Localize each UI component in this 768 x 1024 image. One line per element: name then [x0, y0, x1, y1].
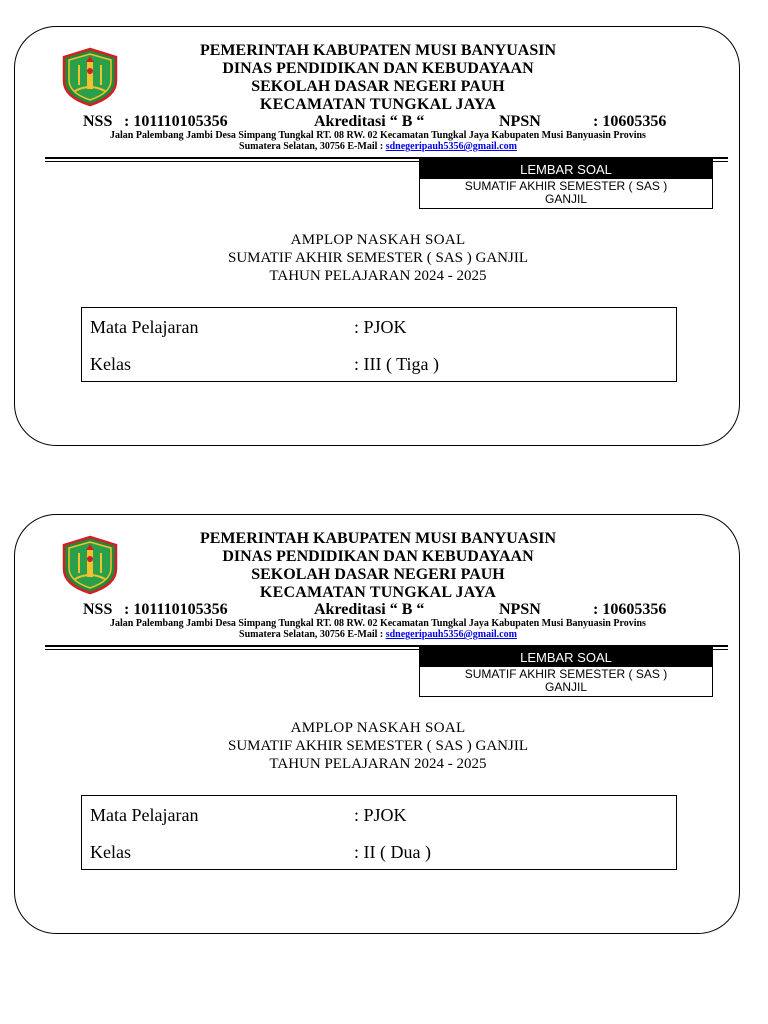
lembar-soal-box: [419, 159, 713, 209]
school-address-line2: [15, 629, 741, 641]
header-department: DINAS PENDIDIKAN DAN KEBUDAYAAN: [222, 548, 534, 565]
subject-label: Mata Pelajaran: [90, 805, 199, 825]
subject-value: : PJOK: [354, 805, 407, 825]
lembar-soal-title: LEMBAR SOAL: [420, 648, 712, 667]
header-school: SEKOLAH DASAR NEGERI PAUH: [251, 566, 505, 583]
envelope-title: AMPLOP NASKAH SOAL: [290, 720, 466, 736]
lembar-soal-box: [419, 647, 713, 697]
address-prefix: Sumatera Selatan, 30756 E-Mail :: [239, 141, 386, 152]
class-value: : II ( Dua ): [354, 842, 431, 862]
lembar-soal-line2: GANJIL: [544, 680, 587, 694]
envelope-card-1: [14, 26, 740, 446]
envelope-card-2: [14, 514, 740, 934]
subject-label: Mata Pelajaran: [90, 317, 199, 337]
lembar-soal-desc: [420, 667, 712, 694]
npsn-label: NPSN: [499, 113, 541, 130]
class-label: Kelas: [90, 354, 131, 374]
nss-value: : 101110105356: [124, 601, 228, 618]
npsn-label: NPSN: [499, 601, 541, 618]
header-district: KECAMATAN TUNGKAL JAYA: [259, 96, 497, 113]
header-government: PEMERINTAH KABUPATEN MUSI BANYUASIN: [199, 530, 557, 547]
header-department: DINAS PENDIDIKAN DAN KEBUDAYAAN: [222, 60, 534, 77]
envelope-subtitle: SUMATIF AKHIR SEMESTER ( SAS ) GANJIL: [227, 250, 529, 266]
nss-label: NSS: [83, 113, 113, 130]
address-prefix: Sumatera Selatan, 30756 E-Mail :: [239, 629, 386, 640]
subject-value: : PJOK: [354, 317, 407, 337]
lembar-soal-line1: SUMATIF AKHIR SEMESTER ( SAS ): [464, 179, 668, 193]
nss-label: NSS: [83, 601, 113, 618]
school-address-line2: [15, 141, 741, 153]
lembar-soal-title: LEMBAR SOAL: [420, 160, 712, 179]
accreditation: Akreditasi “ B “: [314, 601, 425, 618]
school-address: Jalan Palembang Jambi Desa Simpang Tungkal RT. 08 RW. 02 Kecamatan Tungkal Jaya Kabupaten Musi Banyuasin Provins: [110, 618, 646, 629]
class-value: : III ( Tiga ): [354, 354, 439, 374]
npsn-value: : 10605356: [593, 113, 667, 130]
email-link[interactable]: sdnegeripauh5356@gmail.com: [385, 141, 517, 152]
lembar-soal-line1: SUMATIF AKHIR SEMESTER ( SAS ): [464, 667, 668, 681]
email-link[interactable]: sdnegeripauh5356@gmail.com: [385, 629, 517, 640]
header-government: PEMERINTAH KABUPATEN MUSI BANYUASIN: [199, 42, 557, 59]
school-address: Jalan Palembang Jambi Desa Simpang Tungkal RT. 08 RW. 02 Kecamatan Tungkal Jaya Kabupaten Musi Banyuasin Provins: [110, 130, 646, 141]
class-label: Kelas: [90, 842, 131, 862]
academic-year: TAHUN PELAJARAN 2024 - 2025: [269, 268, 487, 284]
nss-value: : 101110105356: [124, 113, 228, 130]
header-school: SEKOLAH DASAR NEGERI PAUH: [251, 78, 505, 95]
lembar-soal-desc: [420, 179, 712, 206]
envelope-subtitle: SUMATIF AKHIR SEMESTER ( SAS ) GANJIL: [227, 738, 529, 754]
subject-info-box: [81, 307, 677, 382]
subject-info-box: [81, 795, 677, 870]
academic-year: TAHUN PELAJARAN 2024 - 2025: [269, 756, 487, 772]
npsn-value: : 10605356: [593, 601, 667, 618]
accreditation: Akreditasi “ B “: [314, 113, 425, 130]
envelope-title: AMPLOP NASKAH SOAL: [290, 232, 466, 248]
lembar-soal-line2: GANJIL: [544, 192, 587, 206]
header-district: KECAMATAN TUNGKAL JAYA: [259, 584, 497, 601]
